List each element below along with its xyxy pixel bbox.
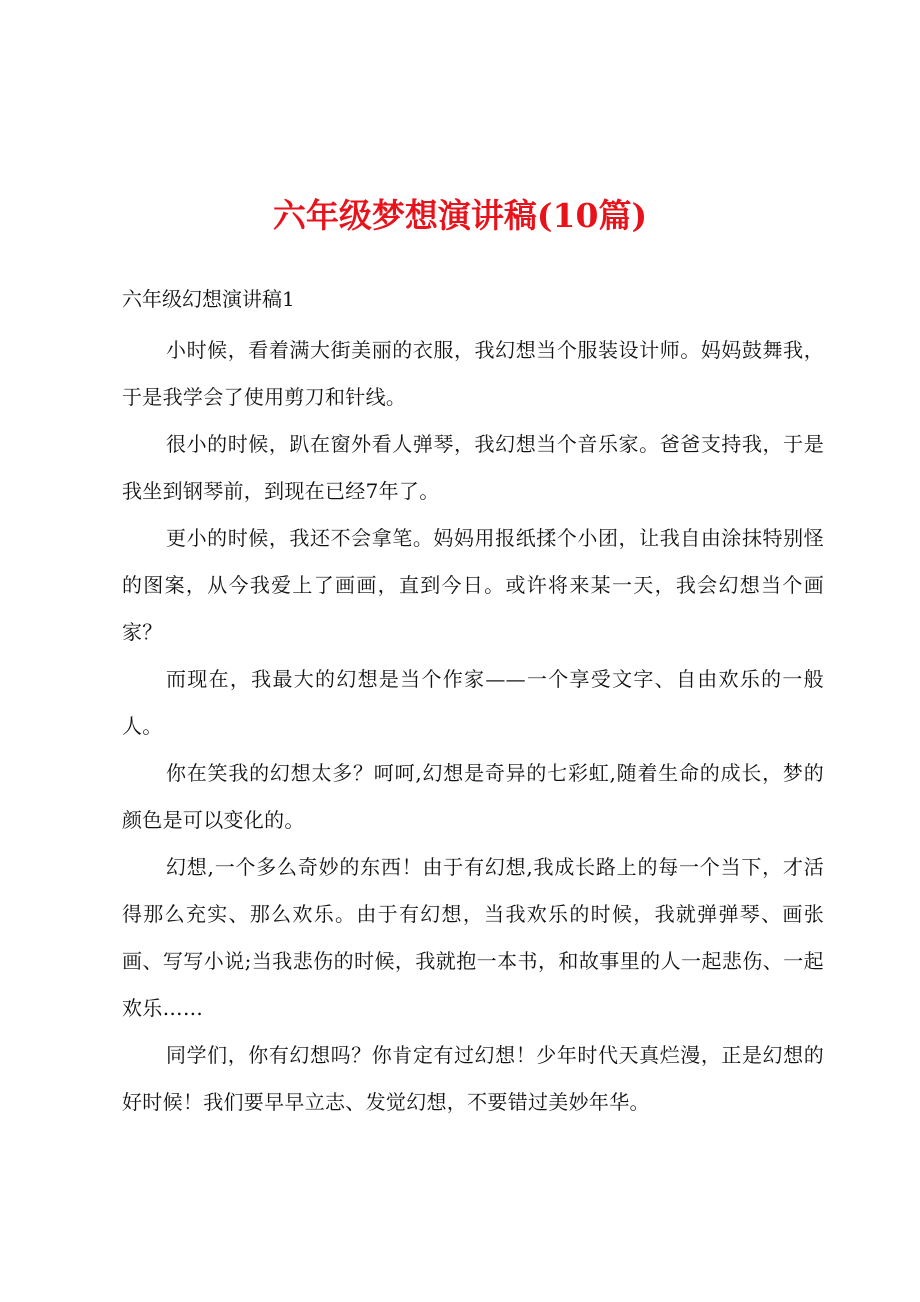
- paragraph: 同学们，你有幻想吗？你肯定有过幻想！少年时代天真烂漫，正是幻想的好时候！我们要早早立志、发觉幻想，不要错过美妙年华。: [122, 1043, 824, 1114]
- paragraph: 你在笑我的幻想太多？呵呵,幻想是奇异的七彩虹,随着生命的成长，梦的颜色是可以变化的。: [122, 761, 824, 832]
- paragraph: 很小的时候，趴在窗外看人弹琴，我幻想当个音乐家。爸爸支持我，于是我坐到钢琴前，到现在已经7年了。: [122, 432, 824, 503]
- paragraph: 更小的时候，我还不会拿笔。妈妈用报纸揉个小团，让我自由涂抹特别怪的图案，从今我爱上了画画，直到今日。或许将来某一天，我会幻想当个画家？: [122, 526, 824, 644]
- document-title: 六年级梦想演讲稿(10篇): [272, 196, 648, 235]
- paragraph: 小时候，看着满大街美丽的衣服，我幻想当个服装设计师。妈妈鼓舞我，于是我学会了使用剪刀和针线。: [122, 338, 824, 409]
- section-heading: 六年级幻想演讲稿1: [122, 287, 295, 311]
- paragraph: 幻想,一个多么奇妙的东西！由于有幻想,我成长路上的每一个当下，才活得那么充实、那么欢乐。由于有幻想，当我欢乐的时候，我就弹弹琴、画张画、写写小说;当我悲伤的时候，我就抱一本书，和故事里的人一起悲伤、一起欢乐……: [122, 855, 824, 1020]
- paragraph: 而现在，我最大的幻想是当个作家——一个享受文字、自由欢乐的一般人。: [122, 667, 824, 738]
- document-body: [122, 280, 824, 1126]
